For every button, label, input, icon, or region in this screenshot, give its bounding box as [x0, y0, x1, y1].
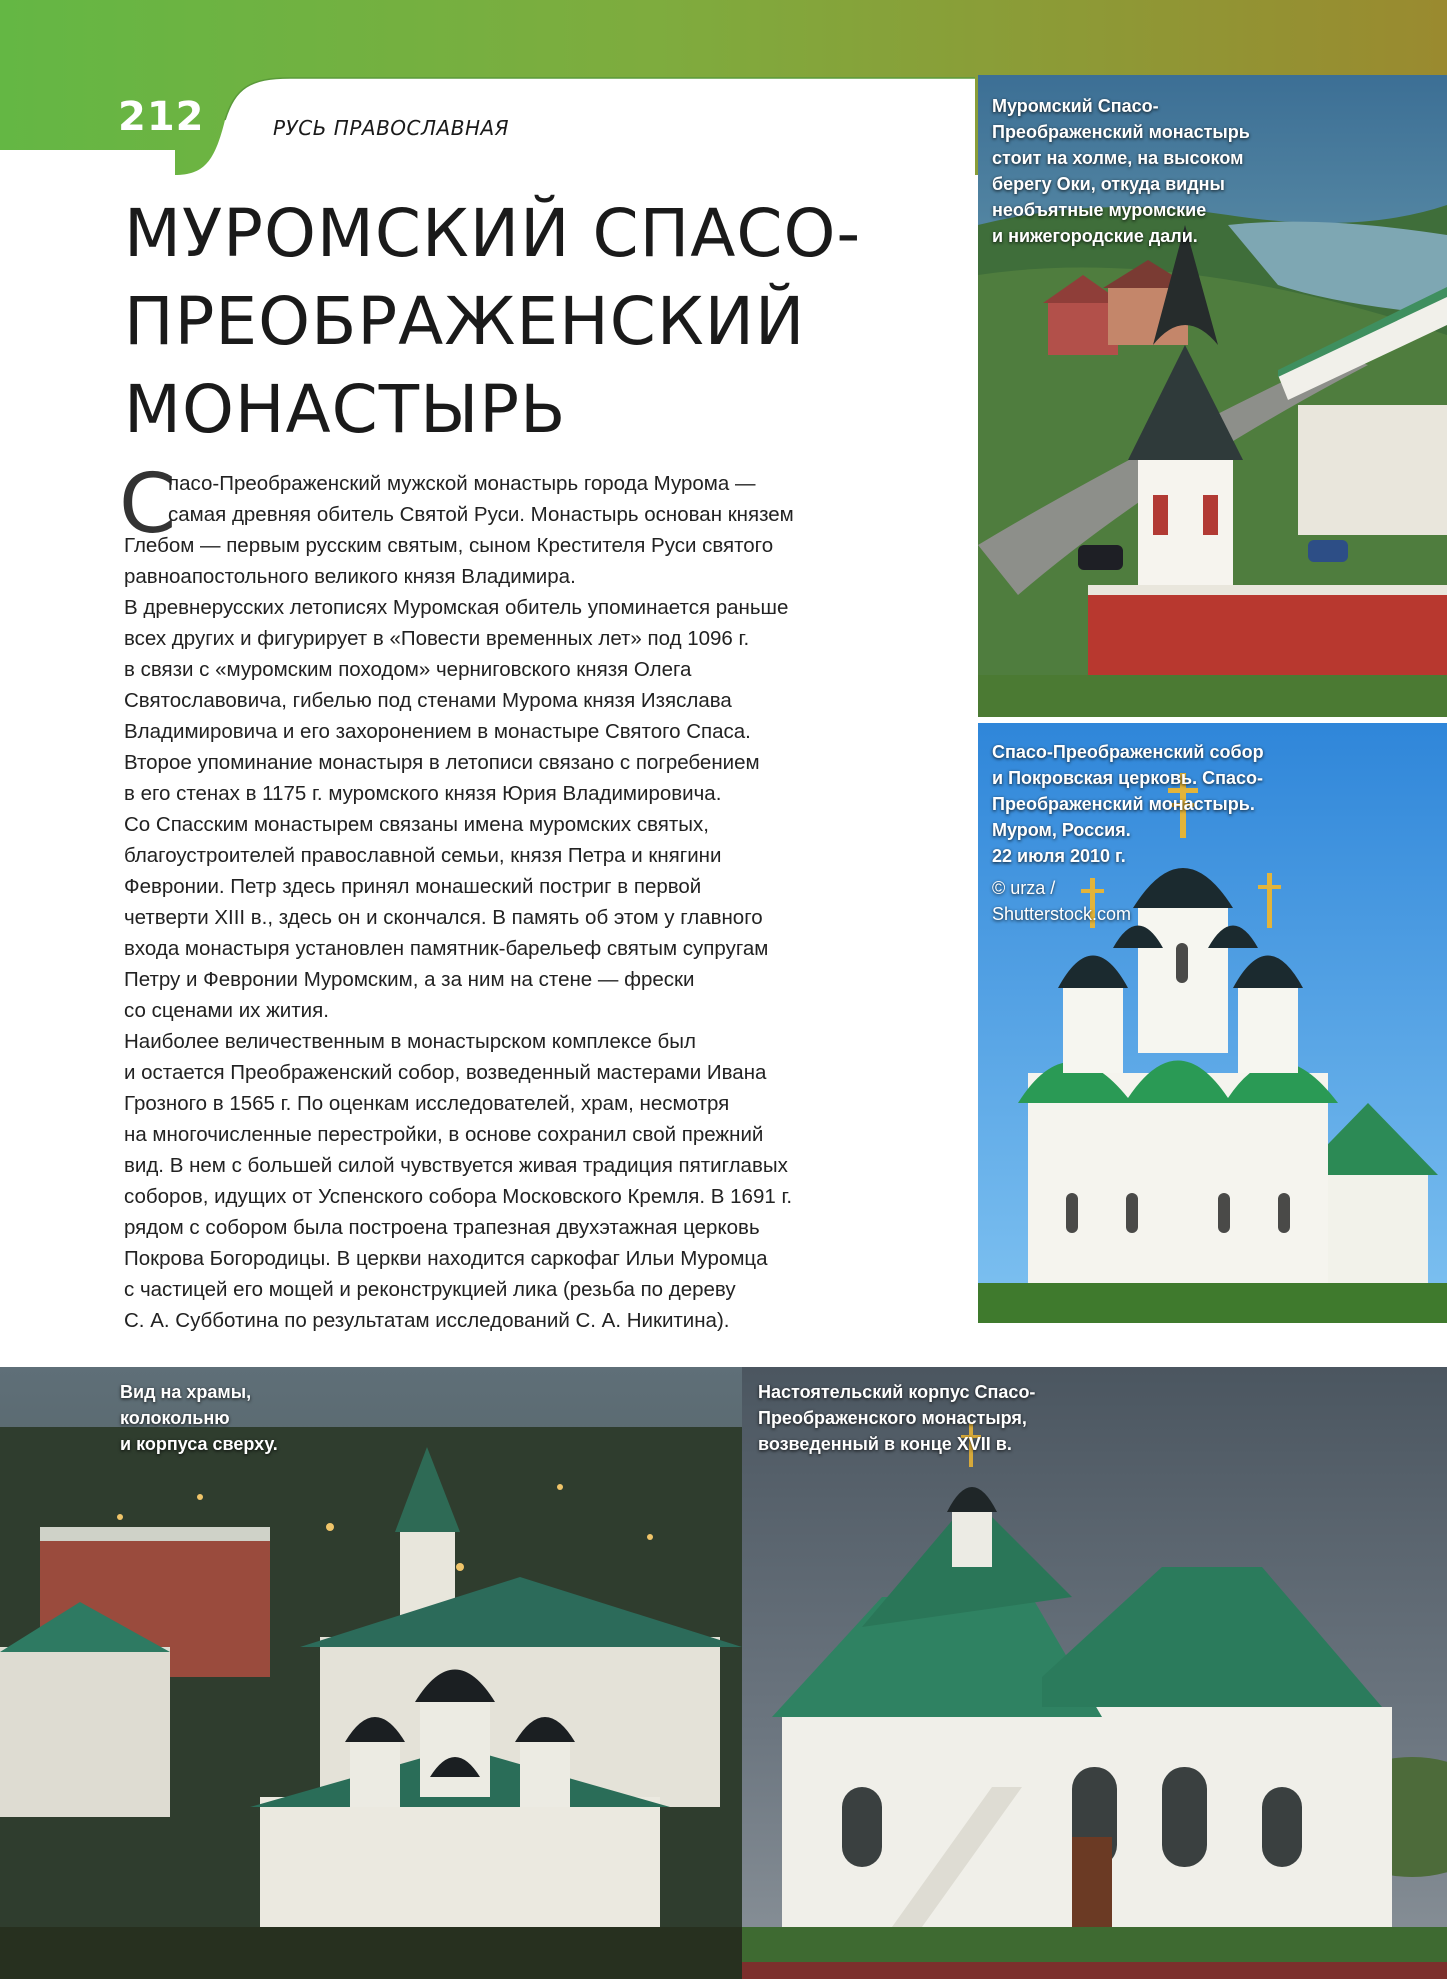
body-line: входа монастыря установлен памятник-барельеф святым супругам — [124, 937, 769, 960]
section-title: РУСЬ ПРАВОСЛАВНАЯ — [273, 116, 510, 140]
body-line: вид. В нем с большей силой чувствуется живая традиция пятиглавых — [124, 1154, 788, 1177]
photo-caption: Настоятельский корпус Спасо- Преображенского монастыря, возведенный в конце XVII в. — [758, 1382, 1036, 1454]
photo-caption: Спасо-Преображенский собор и Покровская церковь. Спасо- Преображенский монастырь. Муром, Россия. 22 июля 2010 г. — [992, 742, 1264, 866]
body-line: Со Спасским монастырем связаны имена муромских святых, — [124, 813, 709, 836]
body-line: равноапостольного великого князя Владимира. — [124, 565, 576, 588]
drop-cap: С — [119, 457, 177, 552]
body-line: Покрова Богородицы. В церкви находится саркофаг Ильи Муромца — [124, 1247, 768, 1270]
title-line: МОНАСТЫРЬ — [124, 371, 567, 448]
body-line: Святославовича, гибелью под стенами Мурома князя Изяслава — [124, 689, 732, 712]
title-line: ПРЕОБРАЖЕНСКИЙ — [124, 283, 806, 360]
photo-evening-aerial — [0, 1367, 742, 1979]
body-line: четверти XIII в., здесь он и скончался. В память об этом у главного — [124, 906, 763, 929]
photo-cathedral — [978, 723, 1447, 1323]
body-line: в его стенах в 1175 г. муромского князя Юрия Владимировича. — [124, 782, 722, 805]
header-white-tab — [0, 0, 975, 175]
article-body — [124, 468, 954, 1336]
body-line: Второе упоминание монастыря в летописи связано с погребением — [124, 751, 760, 774]
page-number: 212 — [118, 94, 205, 140]
body-line: Петру и Февронии Муромским, а за ним на стене — фрески — [124, 968, 695, 991]
body-line: со сценами их жития. — [124, 999, 329, 1022]
body-line: самая древняя обитель Святой Руси. Монастырь основан князем — [168, 503, 794, 526]
article-title — [124, 190, 974, 454]
body-line: рядом с собором была построена трапезная двухэтажная церковь — [124, 1216, 760, 1239]
body-line: благоустроителей православной семьи, князя Петра и княгини — [124, 844, 722, 867]
body-line: соборов, идущих от Успенского собора Московского Кремля. В 1691 г. — [124, 1185, 793, 1208]
body-line: Наиболее величественным в монастырском комплексе был — [124, 1030, 696, 1053]
body-line: В древнерусских летописях Муромская обитель упоминается раньше — [124, 596, 789, 619]
body-line: Владимировича и его захоронением в монастыре Святого Спаса. — [124, 720, 751, 743]
photo-abbot-building — [742, 1367, 1447, 1979]
body-line: на многочисленные перестройки, в основе сохранил свой прежний — [124, 1123, 764, 1146]
body-line: Грозного в 1565 г. По оценкам исследователей, храм, несмотря — [124, 1092, 730, 1115]
body-line: всех других и фигурирует в «Повести временных лет» под 1096 г. — [124, 627, 750, 650]
title-line: МУРОМСКИЙ СПАСО- — [124, 195, 862, 272]
photo-monastery-aerial — [978, 75, 1447, 717]
body-line: и остается Преображенский собор, возведенный мастерами Ивана — [124, 1061, 767, 1084]
body-line: пасо-Преображенский мужской монастырь города Мурома — — [168, 472, 756, 495]
body-line: в связи с «муромским походом» черниговского князя Олега — [124, 658, 692, 681]
body-line: С. А. Субботина по результатам исследований С. А. Никитина). — [124, 1309, 730, 1332]
body-line: Глебом — первым русским святым, сыном Крестителя Руси святого — [124, 534, 774, 557]
photo-caption: Муромский Спасо- Преображенский монастырь стоит на холме, на высоком берегу Оки, откуда видны необъятные муромские и нижегородские дали. — [992, 96, 1250, 246]
body-line: с частицей его мощей и реконструкцией лика (резьба по дереву — [124, 1278, 736, 1301]
body-line: Февронии. Петр здесь принял монашеский постриг в первой — [124, 875, 702, 898]
photo-credit: © urza / Shutterstock.com — [992, 878, 1132, 924]
photo-caption: Вид на храмы, колокольню и корпуса сверху. — [120, 1382, 278, 1454]
